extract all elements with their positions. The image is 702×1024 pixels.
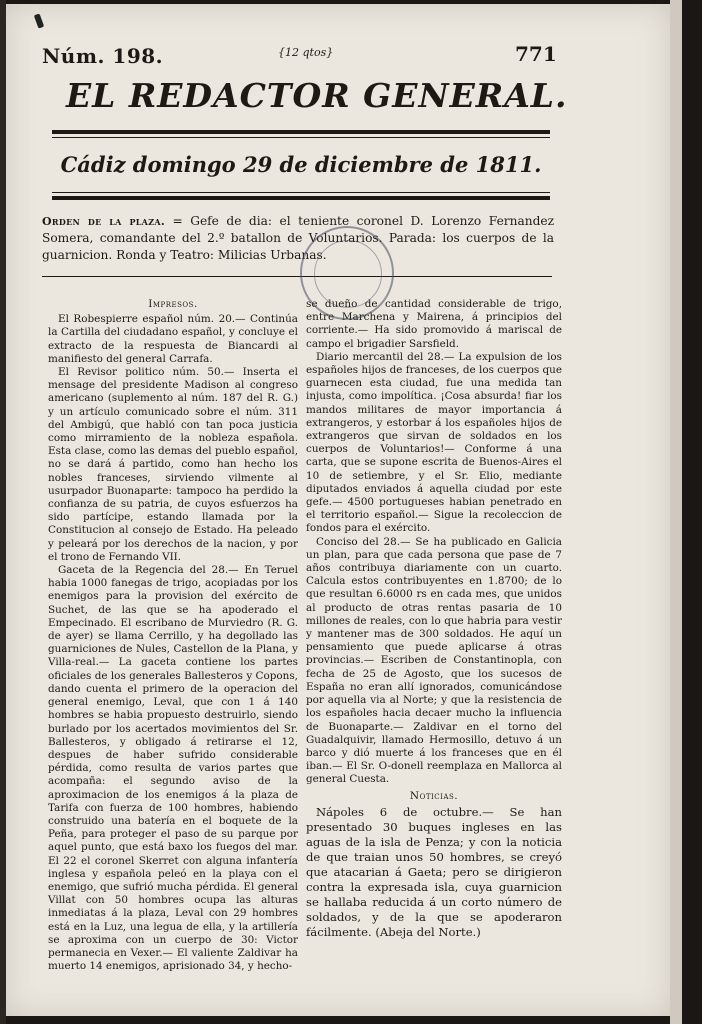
right-column [306, 298, 562, 939]
masthead-rule-top-thin [52, 137, 550, 138]
issue-number: Núm. 198. [42, 44, 164, 68]
noticias-heading: Noticias. [409, 789, 459, 802]
issue-date: Cádiz domingo 29 de diciembre de 1811. [60, 152, 542, 177]
pliegos-note: {12 qtos} [278, 46, 334, 59]
right-paragraph: se dueño de cantidad considerable de trigo, entre Marchena y Mairena, á principios del corriente.— Ha sido promovido á mariscal de campo el brigadier Sarsfield. [306, 298, 562, 350]
masthead-rule-bottom [52, 196, 550, 200]
masthead-rule-top [52, 130, 550, 134]
masthead-rule-bottom-thin [52, 192, 550, 193]
noticias-paragraph: Nápoles 6 de octubre.— Se han presentado 30 buques ingleses en las aguas de la isla de Penza; y con la noticia de que traian unos 50 hombres, se creyó que atacarian á Gaeta; pero se dirigieron contra la expresada isla, cuya guarnicion se hallaba reducida á un corto número de soldados, y de la que se apoderaron fácilmente. (Abeja del Norte.) [306, 804, 562, 939]
masthead-title: EL REDACTOR GENERAL. [66, 76, 568, 115]
impresos-paragraph: El Robespierre español núm. 20.— Continúa la Cartilla del ciudadano español, y concluye el extracto de la respuesta de Biancardi al manifiesto del general Carrafa. [48, 313, 298, 365]
orden-de-la-plaza [42, 213, 554, 264]
impresos-paragraph: Gaceta de la Regencia del 28.— En Teruel habia 1000 fanegas de trigo, acopiadas por los enemigos para la provision del exército de Suchet, de las que se ha apoderado el Empecinado. El escribano de Murviedro (R. G. de ayer) se llama Cerrillo, y ha degollado las guarniciones de Nules, Castellon de la Plana, y Villa-real.— La gaceta contiene los partes oficiales de los generales Ballesteros y Copons, dando cuenta el primero de la operacion del general enemigo, Leval, que con 1 á 140 hombres se habia propuesto destruirlo, siendo burlado por los acertados movimientos del Sr. Ballesteros, y obligado á retirarse el 12, despues de haber sufrido considerable pérdida, como resulta de varios partes que acompaña: el segundo aviso de la aproximacion de los enemigos á la plaza de Tarifa con fuerza de 100 hombres, habiendo construido una batería en el boquete de la Peña, para proteger el paso de su parque por aquel punto, que está baxo los fuegos del mar. El 22 el coronel Skerret con alguna infantería inglesa y española peleó en la playa con el enemigo, que sufrió mucha pérdida. El general Villat con 50 hombres ocupa las alturas inmediatas á la plaza, Leval con 29 hombres está en la Luz, una legua de ella, y la artillería se aproxima con un cuerpo de 30: Victor permanecia en Vexer.— El valiente Zaldivar ha muerto 14 enemigos, aprisionado 34, y hecho- [48, 564, 298, 973]
orden-text: = Gefe de dia: el teniente coronel D. Lorenzo Fernandez Somera, comandante del 2.º batallon de Voluntarios. Parada: los cuerpos de la guarnicion. Ronda y Teatro: Milicias Urbanas. [42, 214, 555, 262]
left-column [48, 298, 298, 973]
right-paragraph: Diario mercantil del 28.— La expulsion de los españoles hijos de franceses, de los cuerpos que guarnecen esta ciudad, fue una medida tan injusta, como impolítica. ¡Cosa absurda! fiar los mandos militares de mayor importancia á extrangeros, y estorbar á los españoles hijos de extrangeros que sirvan de soldados en los cuerpos de Voluntarios!— Conforme á una carta, que se supone escrita de Buenos-Aires el 10 de setiembre, y el Sr. Elio, mediante diputados enviados á aquella ciudad por este gefe.— 4500 portugueses habian penetrado en el territorio español.— Sigue la recoleccion de fondos para el exército. [306, 350, 562, 535]
impresos-paragraph: El Revisor politico núm. 50.— Inserta el mensage del presidente Madison al congreso americano (suplemento al núm. 187 del R. G.) y un artículo comunicado sobre el núm. 311 del Ambigú, que habló con tan poca justicia como mirramiento de la nobleza española. Esta clase, como las demas del pueblo español, no se dará á partido, como han hecho los nobles franceses, sirviendo vilmente al usurpador Buonaparte: tampoco ha perdido la confianza de su patria, de cuyos esfuerzos ha sido partícipe, estando llamada por la Constitucion al consejo de Estado. Ha peleado y peleará por los derechos de la nacion, y por el trono de Fernando VII. [48, 366, 298, 563]
page-number: 771 [515, 42, 557, 66]
orden-label: Orden de la plaza. [42, 215, 165, 228]
library-stamp [300, 226, 394, 320]
section-divider [42, 276, 552, 277]
scan-right-edge [670, 0, 682, 1024]
library-stamp-inner-ring [314, 240, 382, 308]
right-paragraph: Conciso del 28.— Se ha publicado en Galicia un plan, para que cada persona que pase de 7 años contribuya diariamente con un cuarto. Calcula estos contribuyentes en 1.8700; de lo que resultan 6.6000 rs en cada mes, que unidos al producto de otras rentas pasaria de 10 millones de reales, con lo que habria para vestir y mantener mas de 300 soldados. He aquí un pensamiento que puede aplicarse á otras provincias.— Escriben de Constantinopla, con fecha de 25 de Agosto, que los sucesos de España no eran allí ignorados, comunicándose por aquella via al Norte; y que la resistencia de los españoles hacia decaer mucho la influencia de Buonaparte.— Zaldivar en el torno del Guadalquivir, llamado Hermosillo, detuvo á un barco y dió muerte á los franceses que en él iban.— El Sr. O-donell reemplaza en Mallorca al general Cuesta. [306, 535, 562, 786]
impresos-heading: Impresos. [148, 298, 198, 310]
